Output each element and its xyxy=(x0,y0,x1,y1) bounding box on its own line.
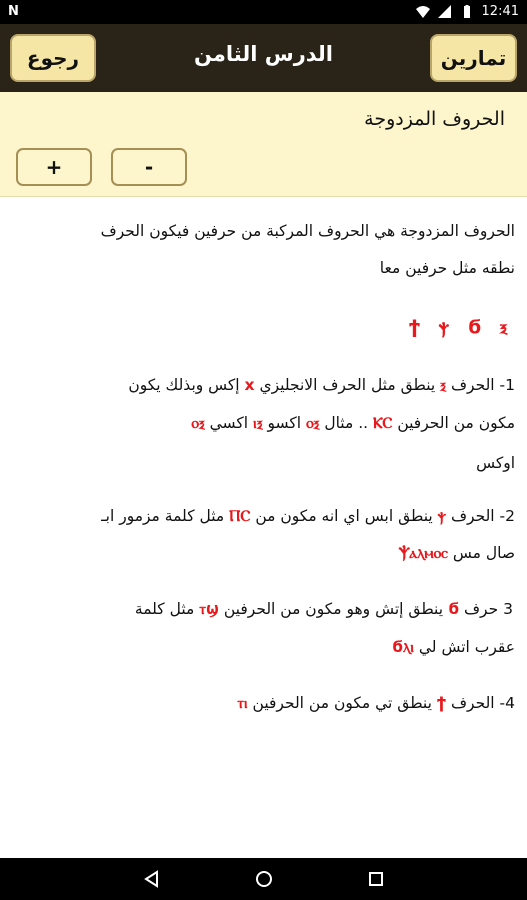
notification-icon: N xyxy=(8,4,19,19)
coptic-letter: ⲝ xyxy=(440,376,447,394)
text: مثل كلمة xyxy=(134,600,200,618)
coptic-letters: ⲧⲓ xyxy=(237,694,248,712)
intro-line-2: نطقه مثل حرفين معا xyxy=(379,259,515,277)
wifi-icon xyxy=(416,5,430,19)
coptic-word: ⲓⲝ xyxy=(253,414,263,432)
item1-line2 xyxy=(191,407,515,440)
text: إكس وبذلك يكون xyxy=(128,376,245,394)
signal-icon xyxy=(438,5,452,19)
text: ينطق ابس اي انه مكون من xyxy=(250,507,438,525)
double-letters: ϯ ⲯ ϭ ⲝ xyxy=(408,316,513,338)
text: عقرب اتش لي xyxy=(413,638,515,656)
item1-line1 xyxy=(128,369,515,402)
latin-letter: x xyxy=(244,376,255,394)
coptic-letter: ϭ xyxy=(447,600,460,618)
text: 3 حرف xyxy=(459,600,513,618)
text: ينطق مثل الحرف الانجليزي xyxy=(254,376,441,394)
text: 2- الحرف xyxy=(446,507,515,525)
coptic-letters: ⲧϣ xyxy=(199,600,219,618)
coptic-word: ϭⲗⲓ xyxy=(391,638,414,656)
text: اكسي xyxy=(204,414,253,432)
intro-line-1: الحروف المزدوجة هي الحروف المركبة من حرفين فيكون الحرف xyxy=(100,222,515,240)
exercises-button[interactable]: تمارين xyxy=(430,34,517,82)
text: ينطق تي مكون من الحرفين xyxy=(247,694,437,712)
coptic-word: ⲟⲝ xyxy=(191,414,205,432)
battery-icon xyxy=(460,5,474,19)
zoom-in-button[interactable]: + xyxy=(16,148,92,186)
text: ينطق إتش وهو مكون من الحرفين xyxy=(218,600,448,618)
lesson-header xyxy=(0,92,527,196)
item4-line1 xyxy=(237,687,515,720)
item2-line1 xyxy=(101,500,515,533)
recents-nav-icon[interactable] xyxy=(367,870,385,888)
coptic-letter: ϯ xyxy=(436,694,447,712)
text: 1- الحرف xyxy=(446,376,515,394)
text: مثل كلمة مزمور ابـ xyxy=(101,507,230,525)
status-icons xyxy=(416,4,519,19)
text: اكسو xyxy=(262,414,306,432)
app-bar xyxy=(0,24,527,92)
item3-line1 xyxy=(135,593,513,626)
item1-line3: اوكس xyxy=(476,454,515,472)
coptic-word: ⲟⲝ xyxy=(305,414,320,432)
zoom-out-button[interactable]: - xyxy=(111,148,187,186)
home-nav-icon[interactable] xyxy=(255,870,273,888)
text: .. مثال xyxy=(319,414,373,432)
page-title: الدرس الثامن xyxy=(193,42,334,66)
section-title: الحروف المزدوجة xyxy=(364,108,505,130)
item3-line2 xyxy=(392,631,515,664)
text: صال مس xyxy=(447,544,515,562)
text: مكون من الحرفين xyxy=(392,414,515,432)
coptic-letter: ⲯ xyxy=(437,507,447,525)
clock: 12:41 xyxy=(481,4,519,19)
coptic-letters: ⲠⲤ xyxy=(229,507,251,525)
text: 4- الحرف xyxy=(446,694,515,712)
lesson-content[interactable] xyxy=(0,196,527,859)
status-bar xyxy=(0,0,527,24)
back-nav-icon[interactable] xyxy=(143,870,161,888)
navigation-bar xyxy=(0,858,527,900)
back-button[interactable]: رجوع xyxy=(10,34,96,82)
item2-line2 xyxy=(399,537,515,570)
coptic-word: Ⲯⲁⲗⲙⲟⲥ xyxy=(398,544,448,562)
coptic-letters: ⲔⲤ xyxy=(373,414,393,432)
